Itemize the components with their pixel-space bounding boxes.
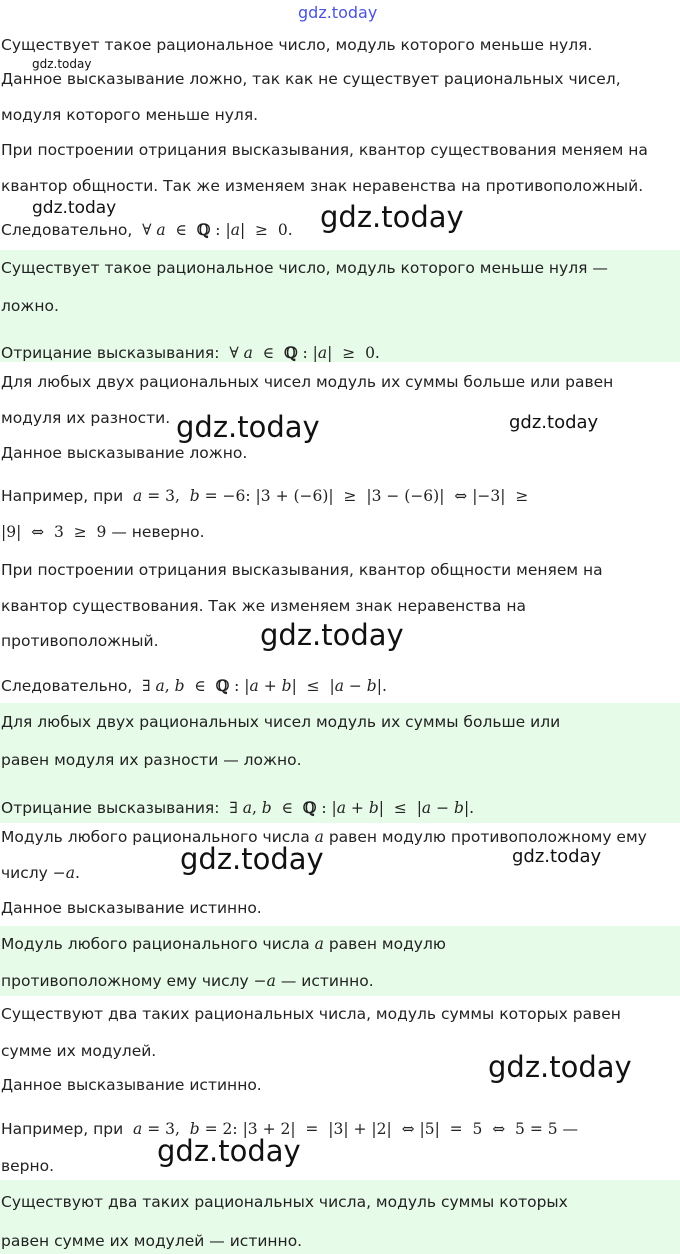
answer-text: равен модулю bbox=[328, 935, 446, 953]
formula: a = 3, b = −6: |3 + (−6)| ≥ |3 − (−6)| ⇔ |−3| ≥ bbox=[133, 487, 529, 505]
negation-rule-2b: квантор существования. Так же изменяем знак неравенства на bbox=[1, 597, 526, 615]
answer-1b: ложно. bbox=[1, 297, 59, 315]
answer-2a: Для любых двух рациональных чисел модуль их суммы больше или bbox=[1, 713, 561, 731]
formula: ∀ a ∈ ℚ : |a| ≥ 0. bbox=[224, 343, 380, 362]
statement-2b: модуля их разности. bbox=[1, 409, 171, 427]
watermark: gdz.today bbox=[176, 410, 320, 444]
statement-1: Существует такое рациональное число, модуль которого меньше нуля. bbox=[1, 36, 593, 54]
watermark: gdz.today bbox=[180, 842, 324, 876]
negation-2 bbox=[1, 798, 474, 817]
watermark: gdz.today bbox=[260, 618, 404, 652]
answer-text: — истинно. bbox=[280, 972, 374, 990]
formula: ∀ a ∈ ℚ : |a| ≥ 0. bbox=[137, 220, 293, 239]
watermark: gdz.today bbox=[298, 3, 378, 22]
negation-rule-2a: При построении отрицания высказывания, квантор общности меняем на bbox=[1, 561, 603, 579]
verdict-1-cont: модуля которого меньше нуля. bbox=[1, 106, 259, 124]
statement-text: равен модулю противоположному ему bbox=[328, 828, 647, 846]
statement-3b bbox=[1, 864, 80, 882]
watermark: gdz.today bbox=[157, 1134, 301, 1168]
negation-rule-1a: При построении отрицания высказывания, квантор существования меняем на bbox=[1, 141, 648, 159]
answer-2b: равен модуля их разности — ложно. bbox=[1, 751, 302, 769]
answer-4b: равен сумме их модулей — истинно. bbox=[1, 1232, 303, 1250]
conclusion-1 bbox=[1, 220, 293, 239]
answer-1a: Существует такое рациональное число, модуль которого меньше нуля — bbox=[1, 259, 608, 277]
statement-4b: сумме их модулей. bbox=[1, 1042, 157, 1060]
watermark: gdz.today bbox=[509, 412, 599, 433]
example-prefix: Например, при bbox=[1, 1120, 124, 1138]
answer-4a: Существуют два таких рациональных числа, модуль суммы которых bbox=[1, 1193, 568, 1211]
negation-prefix: Отрицание высказывания: bbox=[1, 344, 220, 362]
verdict-2: Данное высказывание ложно. bbox=[1, 444, 248, 462]
answer-text: Модуль любого рационального числа bbox=[1, 935, 310, 953]
example-suffix: — неверно. bbox=[111, 523, 205, 541]
negation-prefix: Отрицание высказывания: bbox=[1, 799, 220, 817]
negation-1 bbox=[1, 343, 380, 362]
watermark: gdz.today bbox=[32, 57, 92, 71]
statement-2a: Для любых двух рациональных чисел модуль их суммы больше или равен bbox=[1, 373, 614, 391]
formula: |9| ⇔ 3 ≥ 9 bbox=[1, 523, 112, 541]
conclusion-2 bbox=[1, 676, 387, 695]
watermark: gdz.today bbox=[488, 1050, 632, 1084]
verdict-3: Данное высказывание истинно. bbox=[1, 899, 262, 917]
answer-text: противоположному ему числу bbox=[1, 972, 249, 990]
statement-text: Модуль любого рационального числа bbox=[1, 828, 310, 846]
formula: a = 3, b = 2: |3 + 2| = |3| + |2| ⇔ |5| = 5 ⇔ 5 = 5 — bbox=[133, 1120, 579, 1138]
watermark: gdz.today bbox=[512, 846, 602, 867]
verdict-4: Данное высказывание истинно. bbox=[1, 1076, 262, 1094]
statement-4a: Существуют два таких рациональных числа, модуль суммы которых равен bbox=[1, 1005, 621, 1023]
watermark: gdz.today bbox=[32, 198, 117, 218]
formula: a bbox=[314, 828, 324, 846]
answer-3b bbox=[1, 972, 374, 990]
negation-rule-2c: противоположный. bbox=[1, 632, 159, 650]
example-2-cont bbox=[1, 523, 205, 541]
formula: −a. bbox=[52, 864, 80, 882]
verdict-1: Данное высказывание ложно, так как не существует рациональных чисел, bbox=[1, 70, 621, 88]
negation-rule-1b: квантор общности. Так же изменяем знак неравенства на противоположный. bbox=[1, 177, 644, 195]
answer-3a bbox=[1, 935, 446, 953]
example-prefix: Например, при bbox=[1, 487, 124, 505]
formula: ∃ a, b ∈ ℚ : |a + b| ≤ |a − b|. bbox=[137, 676, 387, 695]
statement-text: числу bbox=[1, 864, 48, 882]
formula: −a bbox=[253, 972, 276, 990]
formula: a bbox=[314, 935, 324, 953]
formula: ∃ a, b ∈ ℚ : |a + b| ≤ |a − b|. bbox=[224, 798, 475, 817]
statement-3a bbox=[1, 828, 647, 846]
conclusion-prefix: Следовательно, bbox=[1, 221, 133, 239]
example-2 bbox=[1, 487, 528, 505]
conclusion-prefix: Следовательно, bbox=[1, 677, 133, 695]
watermark: gdz.today bbox=[320, 200, 464, 234]
example-4-cont: верно. bbox=[1, 1157, 55, 1175]
